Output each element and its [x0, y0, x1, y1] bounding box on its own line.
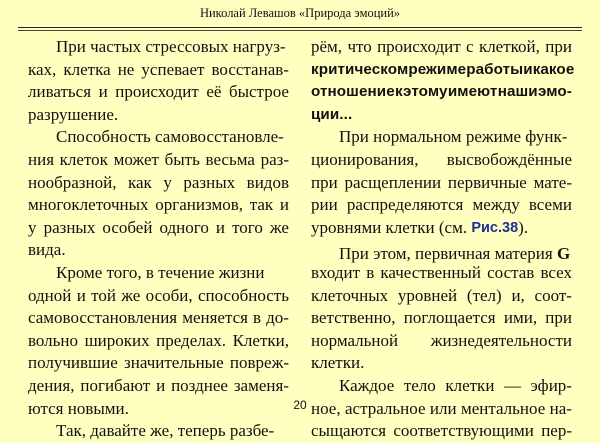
text-span: клетки. [311, 353, 365, 373]
word: какое [532, 60, 575, 78]
word: качественный [380, 262, 481, 282]
word: происходит [115, 82, 199, 102]
word: состав [487, 262, 535, 282]
word: вольно [28, 330, 79, 350]
text-span: При этом, первичная материя [339, 244, 553, 264]
word: всеми [528, 195, 572, 215]
text-line [28, 81, 289, 104]
text-span: уровнями клетки (см. [311, 217, 468, 237]
text-line [311, 172, 572, 195]
word: первичные [447, 172, 527, 192]
word: имеют [447, 83, 498, 101]
word: соот- [534, 285, 572, 305]
word: высвобождённые [446, 149, 572, 169]
text-line-with-figure-ref [311, 217, 572, 240]
word: клеточных [311, 285, 389, 305]
word: режиме [408, 60, 467, 78]
word: так [249, 195, 274, 215]
word: что [347, 37, 372, 56]
word: при [311, 172, 338, 192]
word: наши [497, 83, 538, 101]
word: же [269, 217, 289, 237]
text-span: Так, давайте же, теперь разбе- [56, 421, 275, 441]
word: в [253, 308, 262, 328]
word: клеток [59, 149, 108, 169]
text-line [311, 149, 572, 172]
text-line [311, 262, 572, 285]
text-line [311, 420, 572, 443]
word: может [113, 149, 159, 169]
word: между [472, 195, 520, 215]
bold-letter: G [556, 244, 571, 264]
word: работы [466, 60, 524, 78]
word: быть [164, 149, 200, 169]
word: раз- [260, 149, 289, 169]
word: нообразной, [28, 172, 117, 192]
right-column [311, 36, 575, 443]
word: ния [28, 149, 55, 169]
word: организмов, [155, 195, 243, 215]
word: Клетки, [232, 330, 289, 350]
word: значительные [124, 353, 224, 373]
word: той [91, 285, 116, 305]
word: у [28, 217, 37, 237]
word: мате- [533, 172, 572, 192]
word: до- [266, 308, 289, 328]
word: видов [246, 172, 289, 192]
text-line [311, 285, 572, 308]
word: Каждое [339, 375, 395, 395]
text-line [28, 420, 289, 443]
word: погибают [80, 375, 151, 395]
text-line [28, 262, 289, 285]
bold-text-line [311, 59, 575, 82]
word: получившие [28, 353, 118, 373]
word: одного [159, 217, 209, 237]
text-line [311, 352, 572, 375]
text-span: ). [518, 217, 529, 237]
word: клетки [445, 375, 495, 395]
word: способность [197, 285, 289, 305]
word: ливаться [28, 82, 92, 102]
word: рии [311, 195, 338, 215]
left-column [28, 36, 289, 443]
text-line [28, 36, 289, 59]
word: — [503, 375, 521, 395]
word: в [366, 262, 375, 282]
word: успевает [141, 59, 205, 79]
word: при [545, 37, 572, 56]
header-rule-thick [18, 27, 582, 28]
text-line [28, 126, 289, 149]
text-line [311, 126, 572, 149]
word: многоклеточных [28, 195, 149, 215]
word: на- [549, 398, 572, 418]
text-line [311, 375, 572, 398]
word: одной [28, 285, 72, 305]
word: расщеплении [344, 172, 442, 192]
word: отношение [311, 83, 395, 101]
text-line [28, 330, 289, 353]
word: позднее [171, 375, 228, 395]
word: разных [183, 172, 236, 192]
word: меняется [182, 308, 248, 328]
bold-text-line [311, 104, 572, 127]
word: и [215, 217, 225, 237]
text-span: ются новыми. [28, 398, 129, 418]
word: и [98, 82, 108, 102]
text-span: разрушение. [28, 104, 119, 124]
word: и [523, 60, 533, 78]
word: же [121, 285, 141, 305]
word: ное, [311, 398, 341, 418]
word: восстанав- [211, 59, 289, 79]
word: и [76, 285, 86, 305]
text-line [28, 149, 289, 172]
text-line [28, 285, 289, 308]
word: к [395, 83, 403, 101]
word: эмо- [538, 83, 572, 101]
header-rule-thin [18, 30, 582, 31]
word: у [163, 172, 172, 192]
word: весьма [205, 149, 255, 169]
word: эфир- [530, 375, 572, 395]
word: рём, [311, 37, 343, 56]
word: нормальной [311, 330, 399, 350]
running-header: Николай Левашов «Природа эмоций» [199, 6, 401, 20]
text-line [311, 307, 572, 330]
word: и [279, 195, 289, 215]
text-line [311, 239, 572, 262]
word: ветственно, [311, 308, 396, 328]
word: уровней [397, 285, 458, 305]
word: или [429, 398, 457, 418]
text-line [28, 104, 289, 127]
text-span: При частых стрессовых нагруз- [56, 37, 286, 56]
text-line [28, 375, 289, 398]
word: дения, [28, 375, 75, 395]
word: самовосстановления [28, 308, 178, 328]
text-line [28, 239, 289, 262]
word: заменя- [233, 375, 289, 395]
word: ционирования, [311, 149, 419, 169]
word: быстрое [228, 82, 289, 102]
figure-link[interactable]: Рис.38 [471, 219, 519, 236]
word: широких [84, 330, 150, 350]
word: того [232, 217, 263, 237]
word: ках, [28, 59, 57, 79]
text-line [28, 307, 289, 330]
word: ими, [503, 308, 538, 328]
word: критическом [311, 60, 409, 78]
page-number: 20 [293, 398, 307, 412]
text-line [28, 59, 289, 82]
word: происходит [377, 37, 461, 56]
word: пер- [541, 421, 572, 441]
word: особи, [145, 285, 193, 305]
word: этому [403, 83, 448, 101]
word: сыщаются [311, 421, 387, 441]
text-line [311, 36, 572, 59]
word: входит [311, 262, 361, 282]
word: клетка [63, 59, 111, 79]
word: с [466, 37, 474, 56]
text-line [311, 194, 572, 217]
text-line [311, 330, 572, 353]
text-line [28, 217, 289, 240]
word: (тел) [466, 285, 502, 305]
text-line [28, 172, 289, 195]
text-line [28, 352, 289, 375]
word: распределяются [346, 195, 464, 215]
word: тело [403, 375, 436, 395]
text-span: вида. [28, 240, 66, 260]
word: и [156, 375, 166, 395]
word: повреж- [229, 353, 289, 373]
text-span: Кроме того, в течение жизни [56, 262, 265, 282]
word: особей [102, 217, 153, 237]
bold-text-span: ции... [311, 105, 353, 123]
word: при [545, 308, 572, 328]
word: клеткой, [478, 37, 540, 56]
word: её [206, 82, 222, 102]
word: ментальное [460, 398, 546, 418]
text-line [28, 194, 289, 217]
text-span: Способность самовосстановле- [56, 127, 284, 147]
word: не [117, 59, 135, 79]
word: разных [43, 217, 96, 237]
text-span: При нормальном режиме функ- [339, 127, 568, 147]
word: как [127, 172, 152, 192]
word: пределах. [156, 330, 227, 350]
word: соответствующими [393, 421, 534, 441]
word: астральное [344, 398, 426, 418]
bold-text-line [311, 81, 572, 104]
word: всех [540, 262, 572, 282]
word: и, [511, 285, 525, 305]
word: поглощается [403, 308, 496, 328]
word: жизнедеятельности [430, 330, 572, 350]
